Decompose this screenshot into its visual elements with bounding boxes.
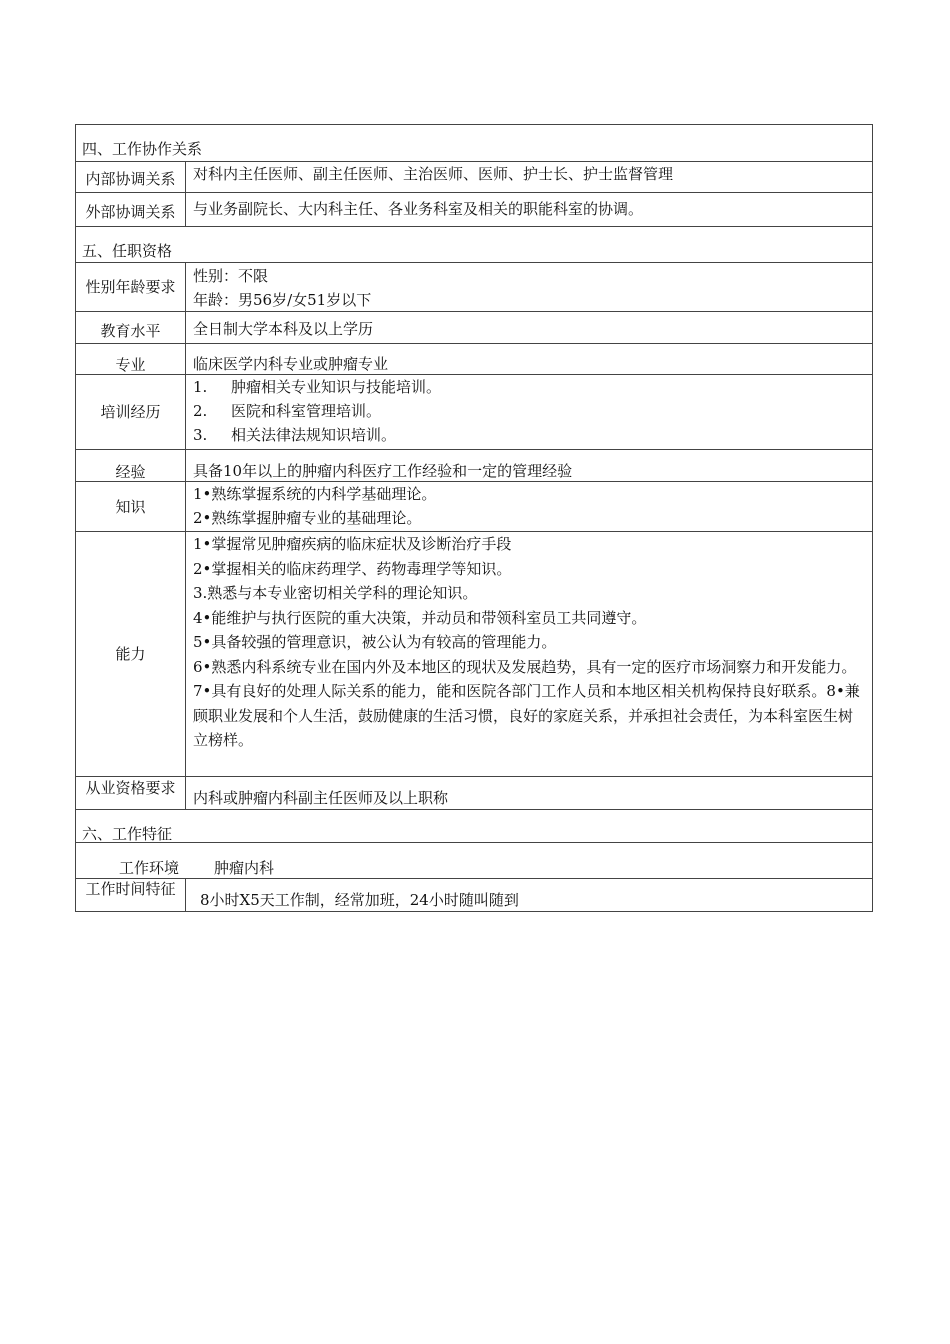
section-title: 五、任职资格	[82, 242, 173, 260]
list-item: 3.熟悉与本专业密切相关学科的理论知识。	[193, 584, 478, 602]
section-heading-qualification	[76, 227, 872, 263]
job-description-table	[75, 124, 873, 912]
section-heading-work-features	[76, 810, 872, 843]
list-item: 1•熟练掌握系统的内科学基础理论。	[193, 485, 437, 503]
row-label: 从业资格要求	[76, 777, 186, 809]
ability-row	[76, 532, 872, 777]
row-text: 临床医学内科专业或肿瘤专业	[193, 355, 389, 373]
list-item: 2•熟练掌握肿瘤专业的基础理论。	[193, 509, 422, 527]
training-row	[76, 375, 872, 450]
education-row	[76, 312, 872, 344]
row-text: 对科内主任医师、副主任医师、主治医师、医师、护士长、护士监督管理	[193, 165, 674, 183]
gender-age-row	[76, 263, 872, 312]
row-label: 经验	[76, 450, 186, 481]
experience-row	[76, 450, 872, 482]
gender-line: 性别：不限	[193, 267, 269, 285]
row-label: 教育水平	[76, 312, 186, 343]
work-time-row	[76, 879, 872, 911]
list-item: 6•熟悉内科系统专业在国内外及本地区的现状及发展趋势，具有一定的医疗市场洞察力和开发能力。	[193, 657, 857, 676]
row-text: 8小时X5天工作制，经常加班，24小时随叫随到	[200, 891, 519, 909]
list-item: 2. 医院和科室管理培训。	[193, 402, 382, 420]
row-text: 肿瘤内科	[214, 859, 275, 877]
external-coordination-row	[76, 193, 872, 227]
row-label: 专业	[76, 344, 186, 374]
list-item: 1•掌握常见肿瘤疾病的临床症状及诊断治疗手段	[193, 535, 512, 553]
row-label: 能力	[76, 532, 186, 776]
list-item: 2•掌握相关的临床药理学、药物毒理学等知识。	[193, 559, 512, 578]
row-label: 外部协调关系	[76, 193, 186, 226]
list-item: 5•具备较强的管理意识，被公认为有较高的管理能力。	[193, 633, 557, 651]
row-label: 培训经历	[76, 375, 186, 449]
row-text: 与业务副院长、大内科主任、各业务科室及相关的职能科室的协调。	[193, 200, 644, 218]
knowledge-row	[76, 482, 872, 532]
list-item: 1. 肿瘤相关专业知识与技能培训。	[193, 378, 442, 396]
row-text: 全日制大学本科及以上学历	[193, 320, 374, 338]
list-item: 4•能维护与执行医院的重大决策，并动员和带领科室员工共同遵守。	[193, 608, 647, 627]
row-text: 内科或肿瘤内科副主任医师及以上职称	[193, 789, 449, 807]
row-label: 工作环境	[118, 859, 179, 877]
section-heading-collaboration	[76, 125, 872, 162]
certification-row	[76, 777, 872, 810]
list-item: 7•具有良好的处理人际关系的能力，能和医院各部门工作人员和本地区相关机构保持良好联系。8•兼顾职业发展和个人生活，鼓励健康的生活习惯，良好的家庭关系，并承担社会责任，为本科室医生树立榜样。	[193, 682, 860, 749]
row-label: 内部协调关系	[76, 162, 186, 192]
list-item: 3. 相关法律法规知识培训。	[193, 426, 397, 444]
row-label: 工作时间特征	[76, 879, 186, 911]
section-title: 六、工作特征	[82, 825, 173, 843]
row-label: 知识	[76, 482, 186, 531]
section-title: 四、工作协作关系	[82, 140, 203, 158]
age-line: 年龄：男56岁/女51岁以下	[193, 291, 372, 309]
internal-coordination-row	[76, 162, 872, 193]
row-text: 具备10年以上的肿瘤内科医疗工作经验和一定的管理经验	[193, 462, 573, 480]
work-environment-row	[76, 843, 872, 879]
row-label: 性别年龄要求	[76, 263, 186, 311]
major-row	[76, 344, 872, 375]
